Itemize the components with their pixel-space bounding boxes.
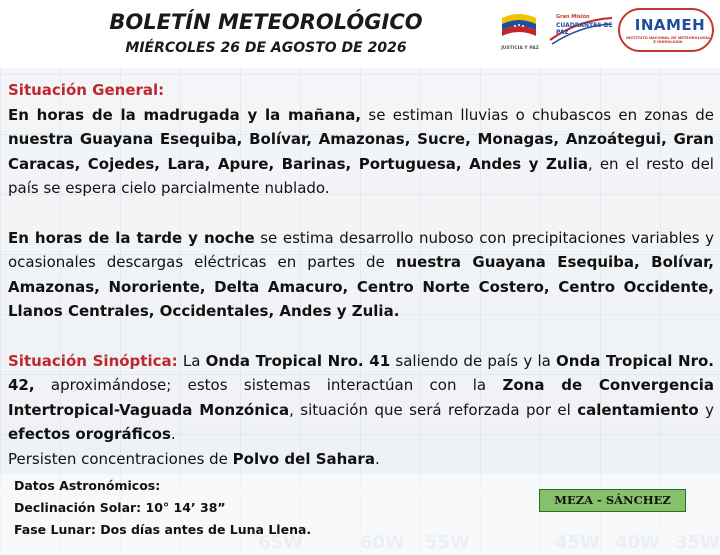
gran-mision-logo [548,10,614,50]
gran-mision-line1: Gran Misión [556,14,590,20]
astro-moon-phase: Fase Lunar: Dos días antes de Luna Llena. [14,522,312,537]
general-paragraph-afternoon: En horas de la tarde y noche se estima desarrollo nuboso con precipitaciones variables y ocasionales descargas eléctricas en partes de nuestra Guayana Esequiba, Bolívar, Amazonas, Nororiente, Delta Amacuro, Centro Norte Costero, Centro Occidente, Llanos Centrales, Occidentales, Andes y Zulia. [8,228,714,320]
bulletin-body [8,78,714,471]
bulletin-header [0,0,720,68]
bulletin-title: BOLETÍN METEOROLÓGICO [109,10,423,34]
synoptic-paragraph: Situación Sinóptica: La Onda Tropical Nro. 41 saliendo de país y la Onda Tropical Nro. 42, aproximándose; estos sistemas interactúan con la Zona de Convergencia Intertropical-Vaguada Monzónica, situación que será reforzada por el calentamiento y efectos orográficos. [8,351,714,443]
justicia-y-paz-logo [498,8,540,56]
sahara-dust-line: Persisten concentraciones de Polvo del Sahara. [8,449,380,468]
venezuela-flag-icon [498,8,540,46]
general-paragraph-morning: En horas de la madrugada y la mañana, se estiman lluvias o chubascos en zonas de nuestra Guayana Esequiba, Bolívar, Amazonas, Sucre, Monagas, Anzoátegui, Gran Caracas, Cojedes, Lara, Apure, Barinas, Portuguesa, Andes y Zulia, en el resto del país se espera cielo parcialmente nublado. [8,105,714,197]
general-heading: Situación General: [8,81,165,99]
astronomical-data [0,474,720,555]
astro-declination: Declinación Solar: 10° 14’ 38” [14,500,226,515]
inameh-logo [618,8,714,52]
gran-mision-line2: CUADRANTES DE PAZ [556,22,613,36]
bulletin-date: MIÉRCOLES 26 DE AGOSTO DE 2026 [125,40,407,56]
inameh-caption: INSTITUTO NACIONAL DE METEOROLOGÍA E HIDROLOGÍA [626,36,710,44]
astro-title: Datos Astronómicos: [14,478,161,493]
justicia-caption: JUSTICIA Y PAZ [501,46,539,51]
authors-badge: MEZA - SÁNCHEZ [539,489,686,512]
inameh-name: INAMEH [634,16,706,34]
